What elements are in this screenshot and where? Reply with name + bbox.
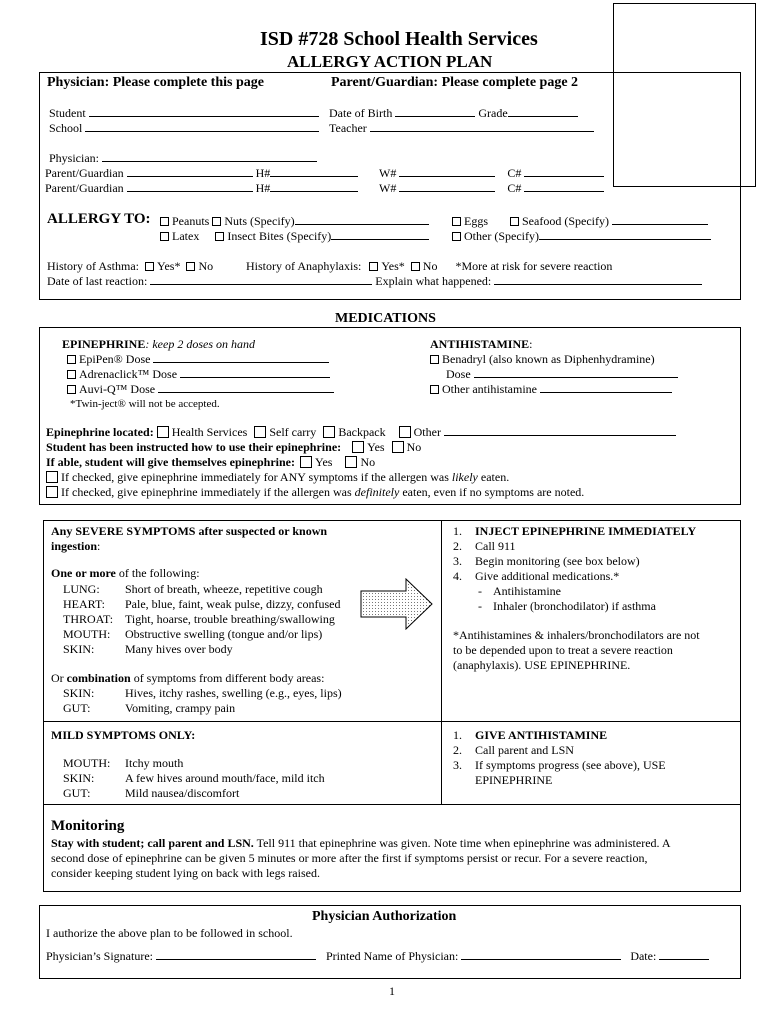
other-allergy-field[interactable] bbox=[539, 229, 711, 240]
nuts-field[interactable] bbox=[295, 214, 429, 225]
other-location-field[interactable] bbox=[444, 425, 676, 436]
physician-instruction: Physician: Please complete this page bbox=[47, 75, 264, 90]
adrenaclick-checkbox[interactable] bbox=[67, 370, 76, 379]
epipen-label: EpiPen® Dose bbox=[79, 352, 151, 366]
symptom-part: MOUTH: bbox=[63, 627, 111, 641]
authorization-title: Physician Authorization bbox=[312, 909, 457, 924]
benadryl-row bbox=[430, 352, 655, 367]
monitoring-title: Monitoring bbox=[51, 818, 125, 834]
physician-row bbox=[49, 151, 317, 166]
parent2-w-field[interactable] bbox=[399, 181, 495, 192]
instructed-row bbox=[46, 440, 421, 455]
antihist-note-3: (anaphylaxis). USE EPINEPHRINE. bbox=[453, 658, 631, 672]
instructed-label: Student has been instructed how to use their epinephrine: bbox=[46, 440, 342, 454]
date-label: Date: bbox=[630, 949, 657, 963]
printed-name-label: Printed Name of Physician: bbox=[326, 949, 459, 963]
other-antihist-label: Other antihistamine bbox=[442, 382, 537, 396]
symptom-part: MOUTH: bbox=[63, 756, 111, 770]
mild-action-1: 1. GIVE ANTIHISTAMINE bbox=[453, 728, 608, 742]
other-allergy-label: Other (Specify) bbox=[464, 229, 539, 243]
explain-label: Explain what happened: bbox=[375, 274, 492, 288]
backpack-label: Backpack bbox=[338, 425, 386, 439]
symptom-part: SKIN: bbox=[63, 771, 95, 785]
mild-desc-gut: Mild nausea/discomfort bbox=[125, 786, 240, 800]
adrenaclick-dose-field[interactable] bbox=[180, 367, 330, 378]
printed-name-field[interactable] bbox=[461, 949, 621, 960]
school-field[interactable] bbox=[85, 121, 319, 132]
mild-row-mouth bbox=[63, 756, 110, 771]
severe-row-skin bbox=[63, 642, 94, 657]
latex-label: Latex bbox=[172, 229, 200, 243]
sub-action-text: Inhaler (bronchodilator) if asthma bbox=[493, 599, 656, 613]
antihist-note-1: *Antihistamines & inhalers/bronchodilators are not bbox=[453, 628, 700, 642]
other-allergy-checkbox[interactable] bbox=[452, 232, 461, 241]
severe-action-4: 4. Give additional medications.* bbox=[453, 569, 620, 583]
self-carry-checkbox[interactable] bbox=[254, 426, 266, 438]
severe-action-2: 2. Call 911 bbox=[453, 539, 516, 553]
able-no-checkbox[interactable] bbox=[345, 456, 357, 468]
parent1-h-label: H# bbox=[255, 166, 271, 180]
physician-label: Physician: bbox=[49, 151, 99, 165]
health-services-checkbox[interactable] bbox=[157, 426, 169, 438]
combination-line bbox=[51, 671, 324, 686]
page-subtitle: ALLERGY ACTION PLAN bbox=[287, 52, 493, 71]
history-row bbox=[47, 259, 213, 274]
parent1-w-field[interactable] bbox=[399, 166, 495, 177]
severe-row-throat bbox=[63, 612, 113, 627]
mild-desc-mouth: Itchy mouth bbox=[125, 756, 184, 770]
adrenaclick-label: Adrenaclick™ Dose bbox=[79, 367, 178, 381]
parent2-c-label: C# bbox=[507, 181, 522, 195]
allergy-label: ALLERGY TO: bbox=[47, 211, 151, 227]
parent1-h-field[interactable] bbox=[270, 166, 358, 177]
student-label: Student bbox=[49, 106, 86, 120]
symptom-part: GUT: bbox=[63, 701, 91, 715]
seafood-checkbox[interactable] bbox=[510, 217, 519, 226]
definitely-text-c: eaten, even if no symptoms are noted. bbox=[399, 485, 585, 499]
symptom-part: HEART: bbox=[63, 597, 106, 611]
last-reaction-field[interactable] bbox=[150, 274, 372, 285]
authorization-text: I authorize the above plan to be followed in school. bbox=[46, 926, 293, 940]
antihistamine-heading: ANTIHISTAMINE: bbox=[430, 337, 533, 351]
symptom-part: THROAT: bbox=[63, 612, 114, 626]
explain-field[interactable] bbox=[494, 274, 702, 285]
monitoring-bold: Stay with student; call parent and LSN. bbox=[51, 836, 254, 850]
sub-action-text: Antihistamine bbox=[493, 584, 561, 598]
page-title: ISD #728 School Health Services bbox=[260, 28, 538, 50]
epipen-row bbox=[67, 352, 329, 367]
action-text: GIVE ANTIHISTAMINE bbox=[475, 728, 608, 742]
able-no-label: No bbox=[360, 455, 376, 469]
severe-action-1: 1. INJECT EPINEPHRINE IMMEDIATELY bbox=[453, 524, 697, 538]
symptom-part: SKIN: bbox=[63, 642, 95, 656]
mild-heading: MILD SYMPTOMS ONLY: bbox=[51, 728, 196, 742]
dob-field[interactable] bbox=[395, 106, 475, 117]
other-location-checkbox[interactable] bbox=[399, 426, 411, 438]
monitoring-line-3: consider keeping student lying on back with legs raised. bbox=[51, 866, 320, 880]
adrenaclick-row bbox=[67, 367, 330, 382]
insect-checkbox[interactable] bbox=[215, 232, 224, 241]
mild-row-skin bbox=[63, 771, 94, 786]
allergy-row-1b bbox=[452, 214, 708, 229]
benadryl-dose-field[interactable] bbox=[474, 367, 678, 378]
severe-desc-throat: Tight, hoarse, trouble breathing/swallowing bbox=[125, 612, 335, 626]
severe-desc-mouth: Obstructive swelling (tongue and/or lips) bbox=[125, 627, 323, 641]
one-or-more-b: of the following: bbox=[115, 566, 200, 580]
symptom-part: SKIN: bbox=[63, 686, 95, 700]
student-field[interactable] bbox=[89, 106, 319, 117]
latex-checkbox[interactable] bbox=[160, 232, 169, 241]
combo-row-gut bbox=[63, 701, 90, 716]
mild-row-gut bbox=[63, 786, 90, 801]
auviq-dose-field[interactable] bbox=[158, 382, 334, 393]
antihistamine-label: ANTIHISTAMINE bbox=[430, 337, 530, 351]
severe-heading-2: ingestion: bbox=[51, 539, 101, 553]
severe-row-lung bbox=[63, 582, 100, 597]
located-label: Epinephrine located bbox=[46, 425, 150, 439]
likely-checkbox[interactable] bbox=[46, 471, 58, 483]
asthma-yes-label: Yes* bbox=[157, 259, 181, 273]
other-antihist-row bbox=[430, 382, 672, 397]
instructed-no-checkbox[interactable] bbox=[392, 441, 404, 453]
mild-action-3b: EPINEPHRINE bbox=[475, 773, 553, 787]
epinephrine-heading bbox=[62, 337, 255, 352]
nuts-label: Nuts (Specify) bbox=[224, 214, 295, 228]
teacher-row bbox=[329, 121, 594, 136]
severe-heading: Any SEVERE SYMPTOMS after suspected or known bbox=[51, 524, 328, 538]
definitely-row bbox=[46, 485, 584, 500]
likely-text-c: eaten. bbox=[477, 470, 510, 484]
other-antihist-checkbox[interactable] bbox=[430, 385, 439, 394]
epipen-dose-field[interactable] bbox=[153, 352, 329, 363]
parent-instruction: Parent/Guardian: Please complete page 2 bbox=[331, 75, 579, 90]
instructed-yes-label: Yes bbox=[367, 440, 385, 454]
parent2-c-field[interactable] bbox=[524, 181, 604, 192]
risk-note: *More at risk for severe reaction bbox=[455, 259, 613, 273]
definitely-text-b: definitely bbox=[354, 485, 400, 499]
mild-desc-skin: A few hives around mouth/face, mild itch bbox=[125, 771, 325, 785]
seafood-field[interactable] bbox=[612, 214, 708, 225]
signature-row bbox=[46, 949, 709, 964]
parent1-c-label: C# bbox=[507, 166, 522, 180]
sub-action-1: - Antihistamine bbox=[478, 584, 561, 598]
dob-label: Date of Birth bbox=[329, 106, 393, 120]
epinephrine-note: : keep 2 doses on hand bbox=[145, 337, 255, 351]
instructed-no-label: No bbox=[406, 440, 422, 454]
grade-field[interactable] bbox=[508, 106, 578, 117]
medications-title: MEDICATIONS bbox=[335, 311, 436, 326]
asthma-no-label: No bbox=[198, 259, 214, 273]
parent1-w-label: W# bbox=[379, 166, 397, 180]
able-yes-checkbox[interactable] bbox=[300, 456, 312, 468]
asthma-yes-checkbox[interactable] bbox=[145, 262, 154, 271]
action-text: Give additional medications.* bbox=[475, 569, 620, 583]
likely-text-b: likely bbox=[451, 470, 478, 484]
parent1-c-field[interactable] bbox=[524, 166, 604, 177]
anaphylaxis-row bbox=[246, 259, 612, 274]
page-number: 1 bbox=[389, 984, 395, 998]
parent2-row bbox=[45, 181, 358, 196]
peanuts-label: Peanuts bbox=[172, 214, 210, 228]
epinephrine-label: EPINEPHRINE bbox=[62, 337, 146, 351]
eggs-label: Eggs bbox=[464, 214, 488, 228]
dob-row bbox=[329, 106, 578, 121]
health-services-label: Health Services bbox=[171, 425, 248, 439]
other-antihist-field[interactable] bbox=[540, 382, 672, 393]
monitoring-text-1: Tell 911 that epinephrine was given. Note time when epinephrine was administered. A bbox=[253, 836, 671, 850]
anaphylaxis-label: History of Anaphylaxis: bbox=[246, 259, 362, 273]
severe-desc-heart: Pale, blue, faint, weak pulse, dizzy, confused bbox=[125, 597, 341, 611]
arrow-right-icon bbox=[360, 578, 434, 630]
symptom-part: LUNG: bbox=[63, 582, 100, 596]
action-text: INJECT EPINEPHRINE IMMEDIATELY bbox=[475, 524, 697, 538]
asthma-label: History of Asthma: bbox=[47, 259, 139, 273]
benadryl-checkbox[interactable] bbox=[430, 355, 439, 364]
parent1-name-field[interactable] bbox=[127, 166, 253, 177]
symptom-part: GUT: bbox=[63, 786, 91, 800]
signature-label: Physician’s Signature: bbox=[46, 949, 153, 963]
last-reaction-label: Date of last reaction: bbox=[47, 274, 148, 288]
twinject-note: *Twin-ject® will not be accepted. bbox=[70, 398, 220, 410]
physician-field[interactable] bbox=[102, 151, 317, 162]
signature-field[interactable] bbox=[156, 949, 316, 960]
severe-row-mouth bbox=[63, 627, 110, 642]
severe-action-3: 3. Begin monitoring (see box below) bbox=[453, 554, 640, 568]
epipen-checkbox[interactable] bbox=[67, 355, 76, 364]
parent2-w-row bbox=[379, 181, 604, 196]
backpack-checkbox[interactable] bbox=[323, 426, 335, 438]
parent1-row bbox=[45, 166, 358, 181]
anaphylaxis-yes-label: Yes* bbox=[381, 259, 405, 273]
sub-action-2: - Inhaler (bronchodilator) if asthma bbox=[478, 599, 656, 613]
peanuts-checkbox[interactable] bbox=[160, 217, 169, 226]
combo-c: of symptoms from different body areas: bbox=[130, 671, 325, 685]
severe-desc-skin: Many hives over body bbox=[125, 642, 233, 656]
action-text: Call 911 bbox=[475, 539, 516, 553]
parent2-label: Parent/Guardian bbox=[45, 181, 124, 195]
benadryl-dose-label: Dose bbox=[446, 367, 471, 381]
parent2-w-label: W# bbox=[379, 181, 397, 195]
other-location-label: Other bbox=[413, 425, 441, 439]
likely-row bbox=[46, 470, 509, 485]
parent2-h-label: H# bbox=[255, 181, 271, 195]
severe-desc-lung: Short of breath, wheeze, repetitive cough bbox=[125, 582, 323, 596]
mild-action-2: 2. Call parent and LSN bbox=[453, 743, 574, 757]
date-field[interactable] bbox=[659, 949, 709, 960]
parent2-name-field[interactable] bbox=[127, 181, 253, 192]
allergy-row-2 bbox=[160, 229, 429, 244]
auviq-checkbox[interactable] bbox=[67, 385, 76, 394]
teacher-field[interactable] bbox=[370, 121, 594, 132]
nuts-checkbox[interactable] bbox=[212, 217, 221, 226]
allergy-row-1 bbox=[160, 214, 429, 229]
combo-row-skin bbox=[63, 686, 94, 701]
action-text: Call parent and LSN bbox=[475, 743, 574, 757]
instructed-yes-checkbox[interactable] bbox=[352, 441, 364, 453]
parent1-w-row bbox=[379, 166, 604, 181]
combo-desc-skin: Hives, itchy rashes, swelling (e.g., eyes, lips) bbox=[125, 686, 342, 700]
located-row: Epinephrine located: Health Services Self carry Backpack Other bbox=[46, 425, 676, 440]
combo-b: combination bbox=[66, 671, 131, 685]
asthma-no-checkbox[interactable] bbox=[186, 262, 195, 271]
teacher-label: Teacher bbox=[329, 121, 367, 135]
school-row bbox=[49, 121, 319, 136]
action-text: If symptoms progress (see above), USE bbox=[475, 758, 666, 772]
anaphylaxis-yes-checkbox[interactable] bbox=[369, 262, 378, 271]
grade-label: Grade bbox=[478, 106, 508, 120]
insect-label: Insect Bites (Specify) bbox=[227, 229, 332, 243]
severe-row-heart bbox=[63, 597, 105, 612]
likely-text-a: If checked, give epinephrine immediately for ANY symptoms if the allergen was bbox=[61, 470, 452, 484]
antihist-note-2: to be depended upon to treat a severe reaction bbox=[453, 643, 673, 657]
auviq-label: Auvi-Q™ Dose bbox=[79, 382, 156, 396]
one-or-more-a: One or more bbox=[51, 566, 116, 580]
eggs-checkbox[interactable] bbox=[452, 217, 461, 226]
combo-a: Or bbox=[51, 671, 67, 685]
parent1-label: Parent/Guardian bbox=[45, 166, 124, 180]
self-carry-label: Self carry bbox=[269, 425, 317, 439]
mild-action-3: 3. If symptoms progress (see above), USE bbox=[453, 758, 666, 772]
able-yes-label: Yes bbox=[315, 455, 333, 469]
action-text: Begin monitoring (see box below) bbox=[475, 554, 640, 568]
definitely-checkbox[interactable] bbox=[46, 486, 58, 498]
definitely-text-a: If checked, give epinephrine immediately if the allergen was bbox=[61, 485, 355, 499]
anaphylaxis-no-label: No bbox=[422, 259, 438, 273]
severe-heading-b: ingestion bbox=[51, 539, 98, 553]
benadryl-label: Benadryl (also known as Diphenhydramine) bbox=[442, 352, 655, 366]
monitoring-line-2: second dose of epinephrine can be given 5 minutes or more after the first if symptoms persist or recur. For a severe reaction, bbox=[51, 851, 648, 865]
monitoring-line-1 bbox=[51, 836, 671, 851]
combo-desc-gut: Vomiting, crampy pain bbox=[125, 701, 236, 715]
insect-field[interactable] bbox=[331, 229, 429, 240]
allergy-row-2b bbox=[452, 229, 711, 244]
able-label: If able, student will give themselves epinephrine: bbox=[46, 455, 295, 469]
parent2-h-field[interactable] bbox=[270, 181, 358, 192]
school-label: School bbox=[49, 121, 83, 135]
anaphylaxis-no-checkbox[interactable] bbox=[411, 262, 420, 271]
seafood-label: Seafood (Specify) bbox=[522, 214, 609, 228]
last-reaction-row bbox=[47, 274, 702, 289]
benadryl-dose-row bbox=[446, 367, 678, 382]
one-or-more bbox=[51, 566, 200, 581]
student-row bbox=[49, 106, 319, 121]
able-row bbox=[46, 455, 375, 470]
auviq-row bbox=[67, 382, 334, 397]
